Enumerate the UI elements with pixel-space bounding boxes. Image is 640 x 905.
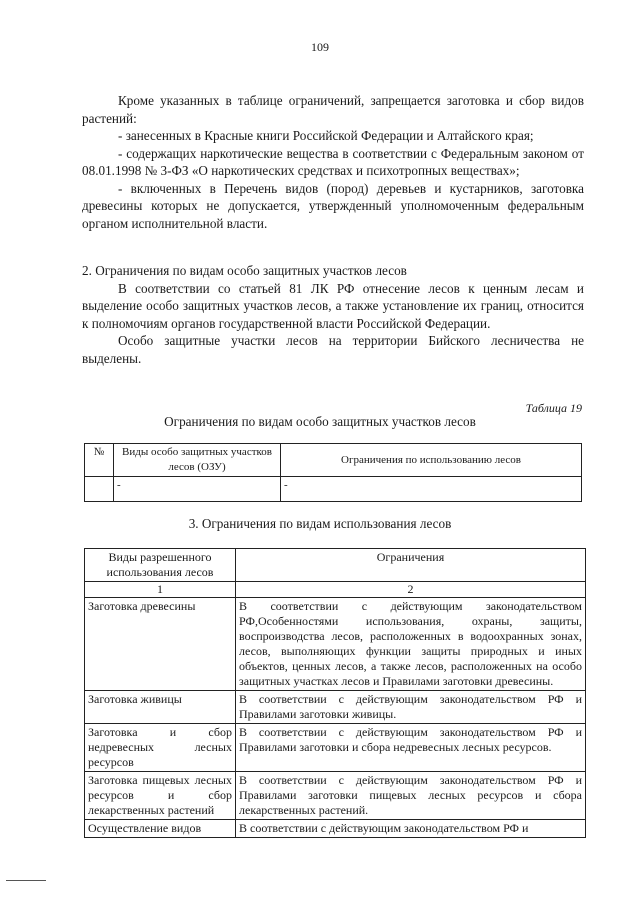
table-header-cell: Ограничения: [236, 549, 586, 582]
page-number: 109: [311, 40, 329, 54]
table-cell: Заготовка живицы: [85, 691, 236, 724]
table19-label: Таблица 19: [525, 401, 582, 415]
table-header-cell: №: [85, 444, 114, 477]
table-cell: Заготовка и сбор недревесных лесных ресурсов: [85, 724, 236, 772]
intro-block: [82, 92, 584, 232]
table-row: [85, 820, 586, 838]
table-header-row: [85, 549, 586, 582]
table-row: [85, 598, 586, 691]
table-row: [85, 724, 586, 772]
table-row: [85, 772, 586, 820]
intro-item: - содержащих наркотические вещества в соответствии с Федеральным законом от 08.01.1998 № 3-ФЗ «О наркотических средствах и психотропных веществах»;: [82, 145, 584, 178]
table-header-cell: Виды особо защитных участков лесов (ОЗУ): [114, 444, 281, 477]
table-cell: Заготовка пищевых лесных ресурсов и сбор лекарственных растений: [85, 772, 236, 820]
section3-heading: 3. Ограничения по видам использования лесов: [188, 516, 452, 531]
table19-title: Ограничения по видам особо защитных участков лесов: [164, 414, 476, 429]
table-cell: Заготовка древесины: [85, 598, 236, 691]
section2-block: [82, 262, 584, 367]
table-header-cell: Виды разрешенного использования лесов: [85, 549, 236, 582]
intro-lead: Кроме указанных в таблице ограничений, запрещается заготовка и сбор видов растений:: [82, 93, 584, 126]
table-cell: 2: [236, 582, 586, 598]
table-cell: В соответствии с действующим законодательством РФ и Правилами заготовки живицы.: [236, 691, 586, 724]
table-number-row: [85, 582, 586, 598]
intro-item: - занесенных в Красные книги Российской Федерации и Алтайского края;: [118, 128, 534, 143]
table-row: [85, 691, 586, 724]
table-cell: [85, 477, 114, 502]
table-cell: -: [281, 477, 582, 502]
section2-para: В соответствии со статьей 81 ЛК РФ отнесение лесов к ценным лесам и выделение особо защитных участков лесов, а также установление их границ, относится к полномочиям органов государственной власти Российской Федерации.: [82, 280, 584, 331]
footer-rule: [6, 880, 46, 881]
table-cell: Осуществление видов: [85, 820, 236, 838]
table-row: [85, 477, 582, 502]
usage-table: [84, 548, 586, 838]
table-cell: В соответствии с действующим законодательством РФ и: [236, 820, 586, 838]
table-header-cell: Ограничения по использованию лесов: [281, 444, 582, 477]
table-cell: В соответствии с действующим законодательством РФ,Особенностями использования, охраны, защиты, воспроизводства лесов, расположенных в водоохранных зонах, лесов, выполняющих функции защиты природных и иных объектов, ценных лесов, а также лесов, расположенных на особо защитных участках лесов и Правилами заготовки древесины.: [236, 598, 586, 691]
table-cell: В соответствии с действующим законодательством РФ и Правилами заготовки пищевых лесных ресурсов и сбора лекарственных растений.: [236, 772, 586, 820]
table-header-row: [85, 444, 582, 477]
table-cell: В соответствии с действующим законодательством РФ и Правилами заготовки и сбора недревесных лесных ресурсов.: [236, 724, 586, 772]
table-cell: -: [114, 477, 281, 502]
section2-para: Особо защитные участки лесов на территории Бийского лесничества не выделены.: [82, 333, 584, 366]
intro-item: - включенных в Перечень видов (пород) деревьев и кустарников, заготовка древесины которых не допускается, утвержденный уполномоченным федеральным органом исполнительной власти.: [82, 180, 584, 231]
table19: [84, 443, 582, 502]
table-cell: 1: [85, 582, 236, 598]
section2-heading: 2. Ограничения по видам особо защитных участков лесов: [82, 263, 407, 278]
